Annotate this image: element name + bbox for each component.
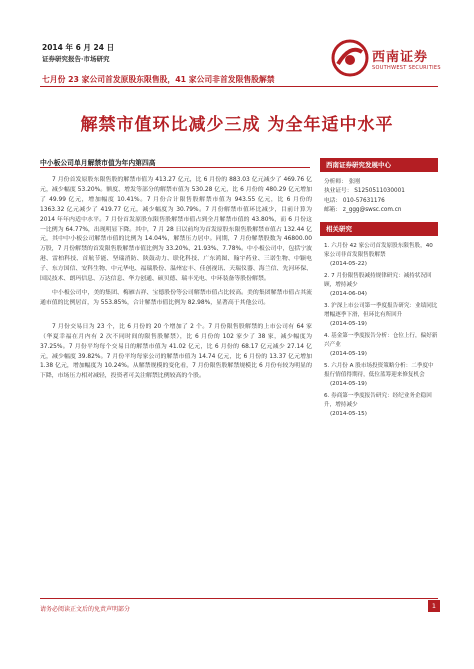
cert-value: S1250511030001 (354, 188, 405, 195)
body-column (40, 176, 312, 386)
page-number: 1 (428, 600, 440, 612)
email-row (320, 206, 438, 215)
section-heading: 中小板公司单月解禁市值为年内第四高 (40, 159, 156, 167)
related-research-heading: 相关研究 (320, 222, 438, 236)
report-date: 2014 年 6 月 24 日 (42, 43, 115, 52)
logo-chinese-name: 西南证券 (372, 50, 429, 65)
report-title: 解禁市值环比减少三成 为全年适中水平 (80, 115, 394, 135)
report-subtitle: 七月份 23 家公司首发原股东限售股，41 家公司非首发限售股解禁 (42, 75, 275, 84)
related-title: 2. 7 月份限售股减持规律研究：减持状况回顾，增持减少 (324, 272, 432, 288)
related-date: (2014-05-22) (330, 260, 367, 267)
list-item[interactable] (320, 272, 438, 299)
list-item[interactable] (320, 242, 438, 269)
related-title: 6. 券商第一季度报告研究：经纪业务企稳回升，增持减少 (324, 392, 432, 408)
related-title: 3. 沪深上市公司第一季度报告研究：业绩同比增幅逐季下滑，但环比有所回升 (324, 302, 438, 318)
body-paragraph-3: 7 月份交易日为 23 个，比 6 月份的 20 个增加了 2 个。7 月份限售股解禁的上市公司有 64 家（华夏幸福在月内有 2 次不同时间的限售股解禁），比 6 月份的 102 家少了 38 家，减少幅度为 37.25%。7 月份平均每个交易日的解禁市值为 41.02 亿元，比 6 月份的 68.17 亿元减少 27.14 亿元，减少幅度 39.82%。7 月份平均每家公司的解禁市值为 14.74 亿元，比 6 月份的 13.37 亿元增加 1.38 亿元，增加幅度为 10.24%。从解禁规模的变化看，7 月份限售股解禁规模比 6 月份有较为明显的下降，市场压力相对减轻，投资者可关注解禁比例较高的个股。 (40, 323, 312, 380)
analyst-name: 张刚 (348, 179, 360, 185)
body-paragraph-2: 中小板公司中，美的集团、梅雁吉祥、宝德股份等公司解禁市值占比较高。美的集团解禁市值占其流通市值的比例居首，为 553.85%，合计解禁市值比例为 82.98%，显著高于其他公司。 (40, 289, 312, 306)
sidebar (320, 158, 438, 422)
sidebar-heading: 西南证券研究发展中心 (320, 158, 438, 172)
logo-english-name: SOUTHWEST SECURITIES (372, 65, 441, 71)
phone-label: 电话： (324, 197, 342, 204)
related-date: (2014-05-19) (330, 320, 367, 327)
related-date: (2014-05-19) (330, 350, 367, 357)
header-divider (40, 86, 438, 87)
body-paragraph-1: 7 月份首发原股东限售股的解禁市值为 413.27 亿元，比 6 月份的 883.03 亿元减少了 469.76 亿元，减少幅度 53.20%。额度、增发等部分的解禁市值为 530.28 亿元，比 6 月份的 480.29 亿元增加了 49.99 亿元，增加幅度 10.41%。7 月份合计限售股解禁市值为 943.55 亿元，比 6 月份的 1363.32 亿元减少了 419.77 亿元，减少幅度为 30.79%。7 月份解禁市值环比减少，目前计算为 2014 年年内适中水平。7 月份首发原股东限售股解禁市值占到全月解禁市值的 43.80%，而 6 月份这一比例为 64.77%，出现明显下降。其中，7 月 28 日以前均为首发原股东限售股解禁市值占 132.44 亿元，其中中小板公司解禁市值的比例为 14.04%，解禁压力居中。同期，7 月份解禁股数为 46800.00 万股，7 月份解禁的首发限售股解禁市值比例为 33.20%、21.93%、7.78%。中小板公司中，包括宁波港、雷柏科技、首航节能、坚瑞消防、陕鼓动力、联化科技、广东鸿图、翰宇药业、三诺生物、中颖电子、东方国信、安科生物、中元华电、福瑞股份、温州宏丰、佳创视讯、天瑞仪器、海兰信、先河环保、国民技术、朗玛信息、万达信息、华力创通、硕贝德、瑞丰光电、中环装备等股份解禁。 (40, 177, 312, 283)
list-item[interactable] (320, 362, 438, 389)
logo-mark-icon (330, 38, 370, 78)
cert-label: 执业证号： (324, 188, 353, 195)
related-title: 4. 基金第一季度报告分析：仓位上行，偏好新兴产业 (324, 332, 438, 348)
cert-row (320, 187, 438, 196)
related-title: 1. 六月份 42 家公司首发原股东限售股，40 家公司非首发限售股解禁 (324, 242, 433, 258)
analyst-label: 分析师： (324, 179, 347, 185)
report-series: 证券研究报告·市场研究 (42, 55, 110, 63)
related-date: (2014-06-04) (330, 290, 367, 297)
email-link[interactable]: z_ggg@swsc.com.cn (342, 207, 402, 214)
company-logo (330, 38, 445, 80)
section-divider (40, 167, 310, 168)
email-label: 邮箱： (324, 207, 342, 214)
list-item[interactable] (320, 392, 438, 419)
related-research-list (320, 242, 438, 419)
footer-disclaimer: 请务必阅读正文后的免责声明部分 (40, 606, 131, 613)
footer-divider (40, 598, 438, 599)
list-item[interactable] (320, 302, 438, 329)
phone-row (320, 197, 438, 206)
related-date: (2014-05-15) (330, 410, 367, 417)
related-date: (2014-05-19) (330, 380, 367, 387)
phone-value: 010-57631176 (342, 197, 385, 204)
analyst-row (320, 178, 438, 187)
related-title: 5. 六月份 A 股市场投资策略分析：二季度中报行情值得期待，低位蓝筹迎来修复机会 (324, 362, 434, 378)
list-item[interactable] (320, 332, 438, 359)
